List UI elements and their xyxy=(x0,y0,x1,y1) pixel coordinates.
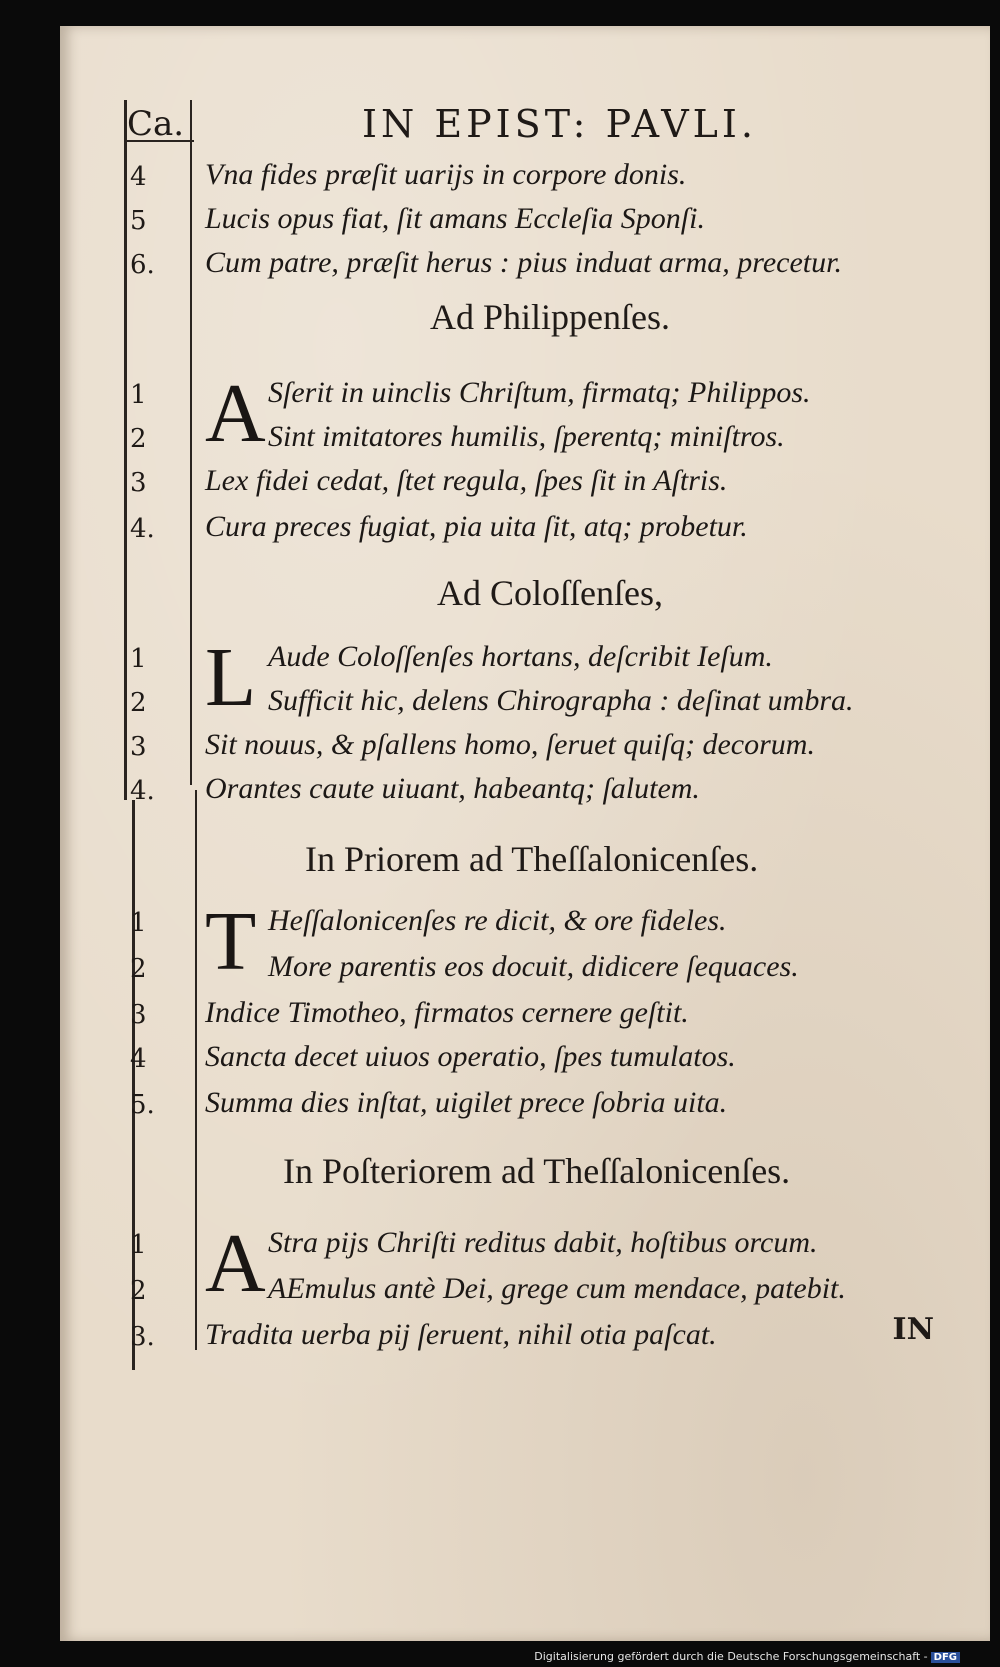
verse-line: Sufficit hic, delens Chirographa : deſinat umbra. xyxy=(268,684,854,717)
verse-line: Summa dies inſtat, uigilet prece ſobria uita. xyxy=(205,1086,728,1119)
section-heading: Ad Coloſſenſes, xyxy=(437,573,663,613)
verse-number: 4 xyxy=(130,162,147,192)
margin-rule-left xyxy=(124,100,127,800)
verse-number: 5. xyxy=(130,1090,155,1120)
verse-line: Sint imitatores humilis, ſperentq; miniſtros. xyxy=(268,420,785,453)
verse-number: 2 xyxy=(130,954,147,984)
verse-number: 1 xyxy=(130,1230,147,1260)
catchword: IN xyxy=(892,1312,934,1347)
verse-line: Aude Coloſſenſes hortans, deſcribit Ieſum. xyxy=(268,640,773,673)
verse-number: 3 xyxy=(130,1000,147,1030)
verse-number: 6. xyxy=(130,250,155,280)
drop-cap: T xyxy=(205,895,257,988)
chapter-label: Ca. xyxy=(127,104,185,144)
verse-number: 2 xyxy=(130,1276,147,1306)
verse-number: 3 xyxy=(130,732,147,762)
verse-line: Tradita uerba pij ſeruent, nihil otia paſcat. xyxy=(205,1318,717,1351)
verse-number: 2 xyxy=(130,688,147,718)
verse-line: AEmulus antè Dei, grege cum mendace, patebit. xyxy=(268,1272,846,1305)
verse-line: Sſerit in uinclis Chriſtum, firmatq; Philippos. xyxy=(268,376,811,409)
verse-line: Sit nouus, & pſallens homo, ſeruet quiſq; decorum. xyxy=(205,728,815,761)
verse-number: 3. xyxy=(130,1322,155,1352)
verse-line: Lucis opus fiat, ſit amans Eccleſia Sponſi. xyxy=(205,202,705,235)
verse-line: Heſſalonicenſes re dicit, & ore fideles. xyxy=(268,904,727,937)
section-heading: In Poſteriorem ad Theſſalonicenſes. xyxy=(283,1151,791,1191)
verse-number: 1 xyxy=(130,380,147,410)
verse-line: Indice Timotheo, firmatos cernere geſtit. xyxy=(205,996,689,1029)
verse-line: Cum patre, præſit herus : pius induat arma, precetur. xyxy=(205,246,842,279)
footer-text: Digitalisierung gefördert durch die Deutsche Forschungsgemeinschaft - xyxy=(534,1650,928,1663)
drop-cap: A xyxy=(205,1217,266,1310)
verse-number: 2 xyxy=(130,424,147,454)
dfg-logo: DFG xyxy=(931,1652,960,1663)
verse-number: 4. xyxy=(130,514,155,544)
verse-line: Stra pijs Chriſti reditus dabit, hoſtibus orcum. xyxy=(268,1226,818,1259)
drop-cap: A xyxy=(205,367,266,460)
running-head-title: IN EPIST: PAVLI. xyxy=(362,102,757,146)
verse-line: Vna fides præſit uarijs in corpore donis. xyxy=(205,158,687,191)
drop-cap: L xyxy=(205,631,257,724)
verse-line: Cura preces fugiat, pia uita ſit, atq; probetur. xyxy=(205,510,748,543)
column-rule xyxy=(190,100,192,785)
verse-line: More parentis eos docuit, didicere ſequaces. xyxy=(268,950,799,983)
footer-credit xyxy=(534,1650,960,1663)
verse-number: 4. xyxy=(130,776,155,806)
verse-number: 3 xyxy=(130,468,147,498)
verse-number: 1 xyxy=(130,908,147,938)
verse-line: Sancta decet uiuos operatio, ſpes tumulatos. xyxy=(205,1040,736,1073)
column-rule-lower xyxy=(195,790,197,1350)
section-heading: Ad Philippenſes. xyxy=(430,297,670,337)
verse-number: 4 xyxy=(130,1044,147,1074)
section-heading: In Priorem ad Theſſalonicenſes. xyxy=(305,839,759,879)
verse-number: 5 xyxy=(130,206,147,236)
verse-number: 1 xyxy=(130,644,147,674)
verse-line: Lex fidei cedat, ſtet regula, ſpes ſit in Aſtris. xyxy=(205,464,728,497)
verse-line: Orantes caute uiuant, habeantq; ſalutem. xyxy=(205,772,700,805)
